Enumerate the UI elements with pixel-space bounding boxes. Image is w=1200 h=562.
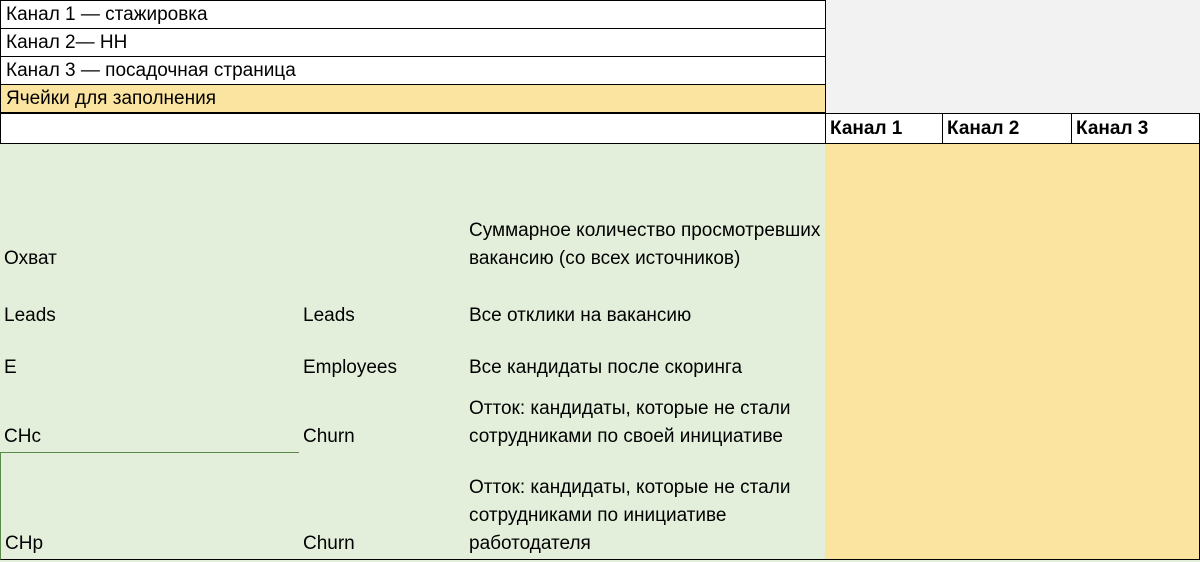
- legend-channel-3[interactable]: [0, 56, 826, 84]
- metric-label: E: [4, 357, 17, 378]
- description-text: Все кандидаты после скоринга: [469, 357, 743, 378]
- column-header-channel-2[interactable]: [942, 113, 1072, 144]
- input-cell-channel-2[interactable]: [942, 274, 1072, 332]
- legend-fill-cells[interactable]: [0, 84, 826, 113]
- metric-cell[interactable]: [0, 144, 300, 275]
- input-cell-channel-1[interactable]: [825, 144, 943, 275]
- input-cell-channel-3[interactable]: [1071, 274, 1200, 332]
- name-cell[interactable]: [299, 452, 466, 560]
- legend-channel-1[interactable]: [0, 0, 826, 28]
- metric-cell[interactable]: [0, 274, 300, 332]
- name-cell[interactable]: [299, 274, 466, 332]
- metric-label: CHp: [5, 533, 44, 554]
- input-cell-channel-2[interactable]: [942, 383, 1072, 453]
- legend-channel-2[interactable]: [0, 28, 826, 56]
- metric-cell[interactable]: [0, 383, 300, 453]
- column-header-label: Канал 1: [830, 118, 903, 139]
- description-cell[interactable]: [465, 274, 826, 332]
- description-cell[interactable]: [465, 331, 826, 384]
- metric-label: Leads: [4, 305, 56, 326]
- legend-text: Канал 1 — стажировка: [6, 4, 208, 25]
- description-text: Отток: кандидаты, которые не стали сотрудниками по инициативе работодателя: [469, 477, 791, 554]
- input-cell-channel-1[interactable]: [825, 452, 943, 560]
- legend-text: Канал 2— HH: [6, 32, 128, 53]
- input-cell-channel-2[interactable]: [942, 452, 1072, 560]
- name-cell[interactable]: [299, 331, 466, 384]
- input-cell-channel-1[interactable]: [825, 274, 943, 332]
- legend-text: Ячейки для заполнения: [6, 88, 217, 109]
- column-header-label: Канал 2: [947, 118, 1020, 139]
- metric-cell[interactable]: [0, 331, 300, 384]
- description-cell[interactable]: [465, 383, 826, 453]
- description-cell[interactable]: [465, 144, 826, 275]
- description-text: Все отклики на вакансию: [469, 305, 692, 326]
- column-header-label: Канал 3: [1076, 118, 1149, 139]
- metric-cell[interactable]: [0, 452, 300, 560]
- input-cell-channel-3[interactable]: [1071, 452, 1200, 560]
- name-cell[interactable]: [299, 383, 466, 453]
- name-label: Employees: [303, 357, 397, 378]
- input-cell-channel-3[interactable]: [1071, 383, 1200, 453]
- metric-label: CHc: [4, 426, 41, 447]
- input-cell-channel-2[interactable]: [942, 144, 1072, 275]
- column-header-channel-1[interactable]: [825, 113, 943, 144]
- description-cell[interactable]: [465, 452, 826, 560]
- metric-label: Охват: [4, 248, 57, 269]
- input-cell-channel-3[interactable]: [1071, 144, 1200, 275]
- input-cell-channel-1[interactable]: [825, 383, 943, 453]
- name-cell[interactable]: [299, 144, 466, 275]
- header-blank-cell[interactable]: [0, 113, 826, 144]
- column-header-channel-3[interactable]: [1071, 113, 1200, 144]
- input-cell-channel-3[interactable]: [1071, 331, 1200, 384]
- input-cell-channel-1[interactable]: [825, 331, 943, 384]
- input-cell-channel-2[interactable]: [942, 331, 1072, 384]
- legend-text: Канал 3 — посадочная страница: [6, 60, 296, 81]
- description-text: Суммарное количество просмотревших вакансию (со всех источников): [469, 220, 821, 269]
- name-label: Leads: [303, 305, 355, 326]
- name-label: Churn: [303, 533, 355, 554]
- name-label: Churn: [303, 426, 355, 447]
- description-text: Отток: кандидаты, которые не стали сотрудниками по своей инициативе: [469, 398, 791, 447]
